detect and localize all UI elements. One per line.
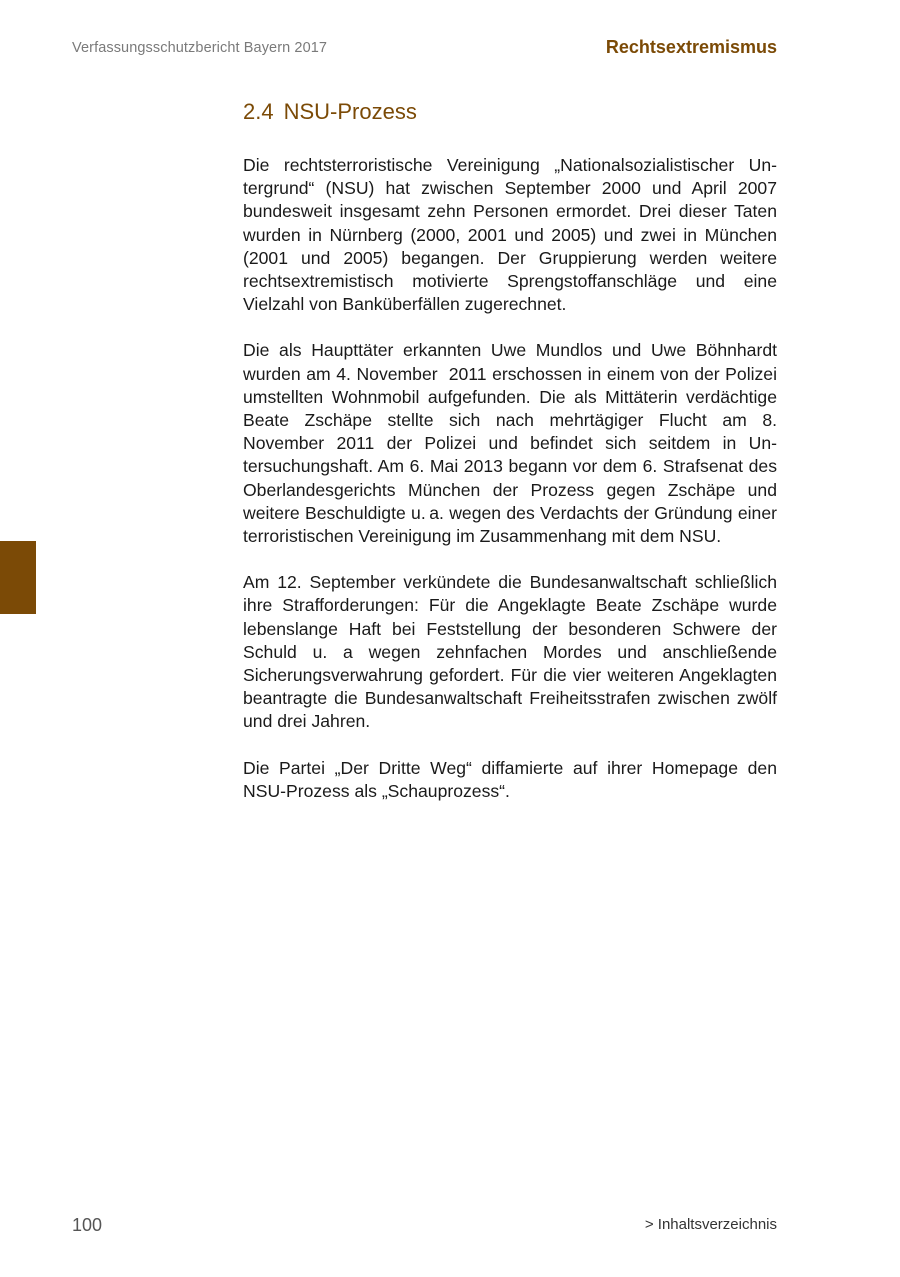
paragraph-4: Die Partei „Der Dritte Weg“ diffamierte auf ihrer Homepage den NSU-Prozess als „Schauprozess“. — [243, 757, 777, 801]
section-title: NSU-Prozess — [283, 99, 417, 124]
running-header-publication: Verfassungsschutzbericht Bayern 2017 — [72, 40, 328, 56]
main-content — [243, 96, 777, 826]
page-number: 100 — [72, 1215, 103, 1235]
paragraph-1: Die rechtsterroristische Vereinigung „Nationalsozialistischer Untergrund“ (NSU) hat zwischen September 2000 und April 2007 bundesweit insgesamt zehn Personen ermordet. Drei dieser Taten wurden in Nürnberg (2000, 2001 und 2005) und zwei in München (2001 und 2005) begangen. Der Gruppierung werden weitere rechtsextremistisch motivierte Sprengstoffanschläge und eine Vielzahl von Banküberfällen zugerechnet. — [243, 155, 777, 315]
chapter-side-tab — [0, 541, 36, 614]
paragraph-2: Die als Haupttäter erkannten Uwe Mundlos und Uwe Böhnhardt wurden am 4. November 2011 erschossen in einem von der Polizei umstellten Wohnmobil aufgefunden. Die als Mittäterin verdächtige Beate Zschäpe stellte sich nach mehrtägiger Flucht am 8. November 2011 der Polizei und befindet sich seitdem in Untersuchungshaft. Am 6. Mai 2013 begann vor dem 6. Strafsenat des Oberlandesgerichts München der Prozess gegen Zschäpe und weitere Beschuldigte u. a. wegen des Verdachts der Gründung einer terroristischen Vereinigung im Zusammenhang mit dem NSU. — [243, 340, 777, 547]
paragraph-3: Am 12. September verkündete die Bundesanwaltschaft schließlich ihre Strafforderungen: Für die Angeklagte Beate Zschäpe wurde lebenslange Haft bei Feststellung der besonderen Schwere der Schuld u. a wegen zehnfachen Mordes und anschließende Sicherungsverwahrung gefordert. Für die vier weiteren Angeklagten beantragte die Bundesanwaltschaft Freiheitsstrafen zwischen zwölf und drei Jahren. — [243, 572, 777, 732]
table-of-contents-link[interactable]: > Inhaltsverzeichnis — [644, 1216, 777, 1233]
running-header-chapter: Rechtsextremismus — [605, 37, 777, 57]
section-number: 2.4 — [243, 99, 274, 124]
section-heading — [243, 96, 777, 128]
